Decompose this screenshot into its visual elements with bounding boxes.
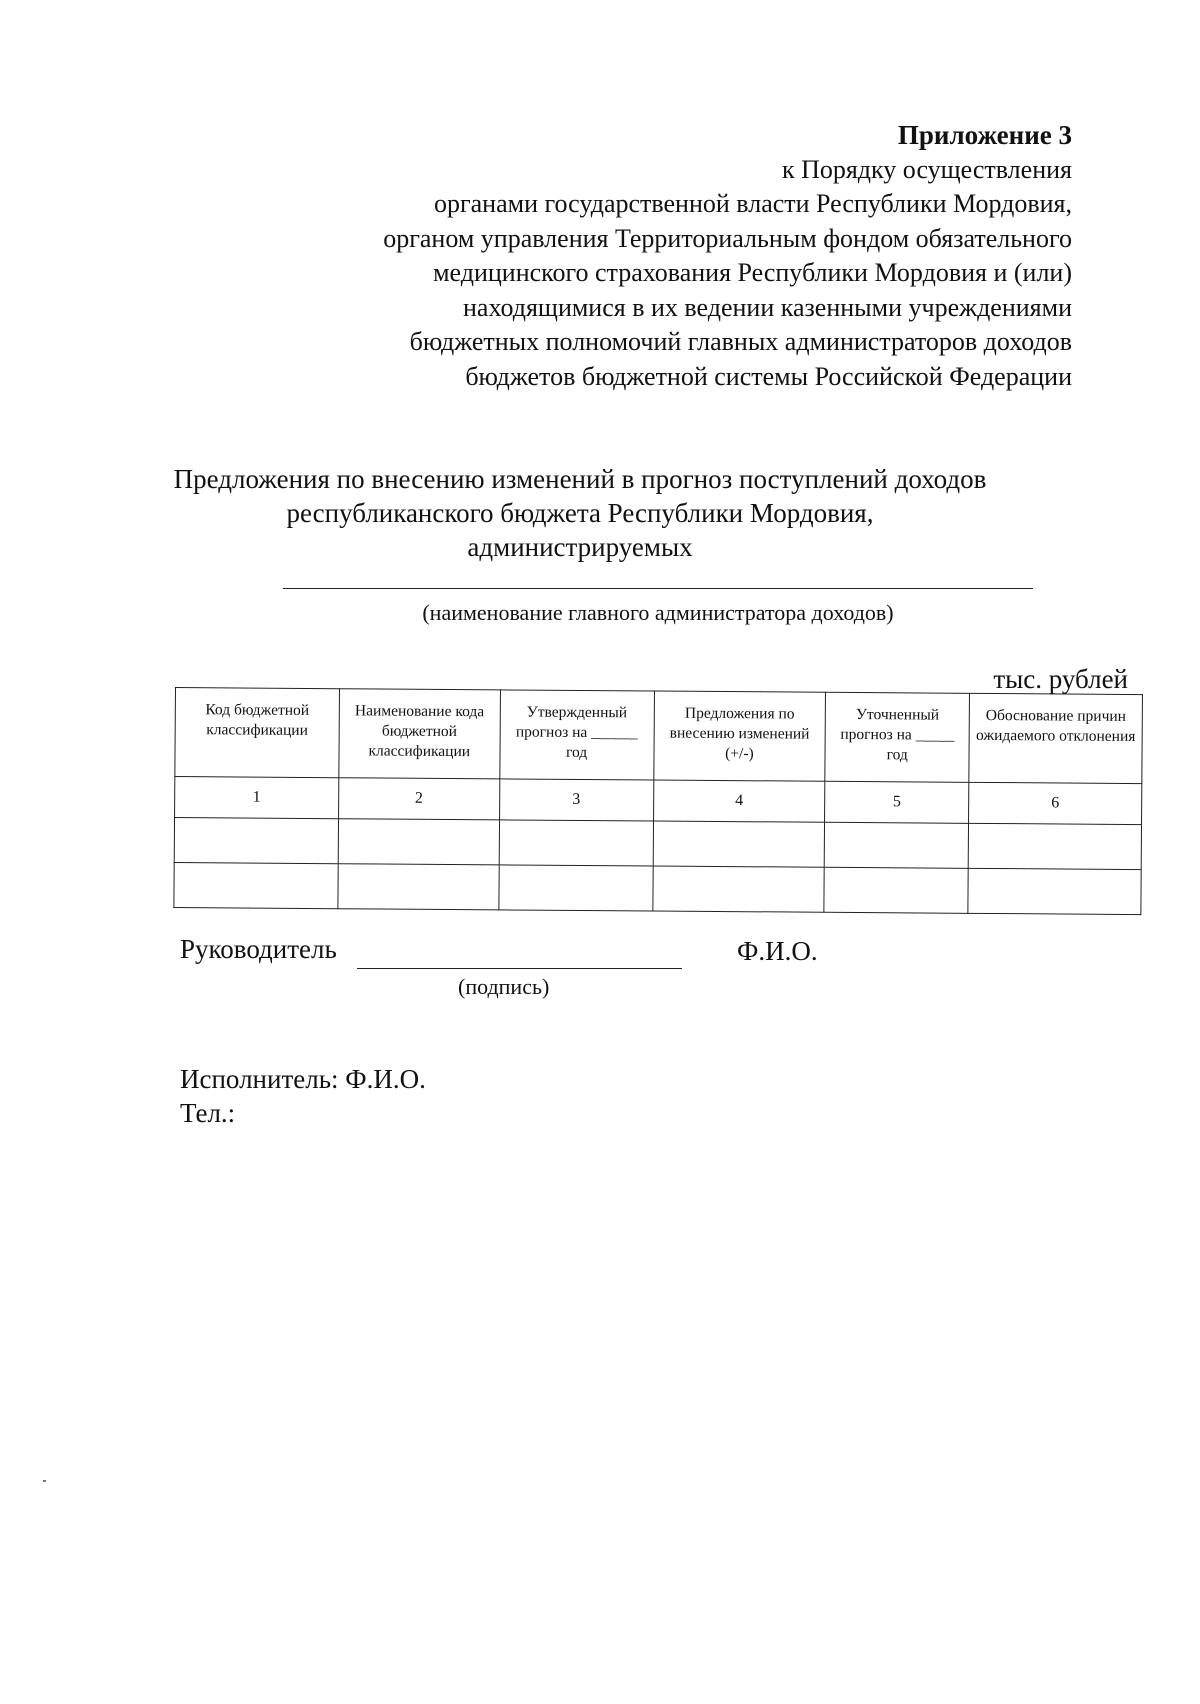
heading-line: администрируемых (467, 532, 693, 562)
appendix-title: Приложение 3 (897, 120, 1072, 150)
signature-label: Руководитель (180, 934, 337, 964)
column-number: 4 (653, 780, 825, 822)
appendix-block (383, 118, 1072, 394)
administrator-name-line (283, 588, 1033, 589)
header-cell: Уточненный прогноз на _____ год (825, 692, 969, 782)
executor-name: Исполнитель: Ф.И.О. (180, 1064, 426, 1094)
appendix-line: к Порядку осуществления (781, 154, 1072, 184)
column-number: 5 (825, 781, 969, 823)
table-number-row (175, 777, 1142, 825)
scan-speck (43, 1480, 46, 1482)
units-label: тыс. рублей (993, 664, 1128, 694)
table-row (174, 862, 1141, 914)
table-cell (499, 820, 653, 866)
appendix-line: находящимися в их ведении казенными учреждениями (463, 292, 1072, 322)
executor-block (180, 1062, 426, 1130)
header-cell: Наименование кода бюджетной классификации (339, 689, 500, 779)
column-number: 6 (969, 782, 1142, 824)
table-cell (653, 821, 825, 867)
table-cell (338, 864, 499, 910)
table-cell (652, 866, 824, 912)
forecast-table (173, 687, 1143, 915)
appendix-line: медицинского страхования Республики Мордовия и (или) (433, 258, 1072, 287)
administrator-caption: (наименование главного администратора доходов) (422, 600, 894, 625)
appendix-line: бюджетных полномочий главных администраторов доходов (409, 327, 1072, 356)
column-number: 1 (175, 777, 339, 819)
column-number: 2 (338, 778, 499, 820)
table-cell (968, 823, 1141, 869)
appendix-line: бюджетов бюджетной системы Российской Федерации (465, 361, 1072, 391)
heading-line: республиканского бюджета Республики Мордовия, (286, 498, 874, 528)
executor-phone: Тел.: (180, 1098, 236, 1128)
column-number: 3 (499, 779, 653, 821)
header-cell: Утвержденный прогноз на ______ год (500, 690, 655, 780)
heading-line: Предложения по внесению изменений в прогноз поступлений доходов (173, 464, 987, 494)
table-row (174, 818, 1141, 870)
table-cell (338, 819, 499, 865)
appendix-line: органом управления Территориальным фондом обязательного (383, 223, 1072, 253)
table-cell (825, 822, 969, 868)
table-cell (174, 818, 338, 864)
table-header-row (175, 688, 1143, 784)
table-cell (824, 867, 968, 913)
header-cell: Предложения по внесению изменений (+/-) (653, 691, 825, 781)
table-cell (968, 868, 1141, 914)
header-cell: Обоснование причин ожидаемого отклонения (969, 693, 1142, 783)
header-cell: Код бюджетной классификации (175, 688, 339, 778)
table-cell (499, 865, 653, 911)
signature-fio: Ф.И.О. (737, 936, 818, 966)
signature-line (357, 968, 682, 969)
appendix-line: органами государственной власти Республики Мордовия, (433, 189, 1072, 218)
document-heading (150, 462, 1010, 564)
signature-caption: (подпись) (458, 974, 550, 999)
table-cell (174, 862, 338, 908)
